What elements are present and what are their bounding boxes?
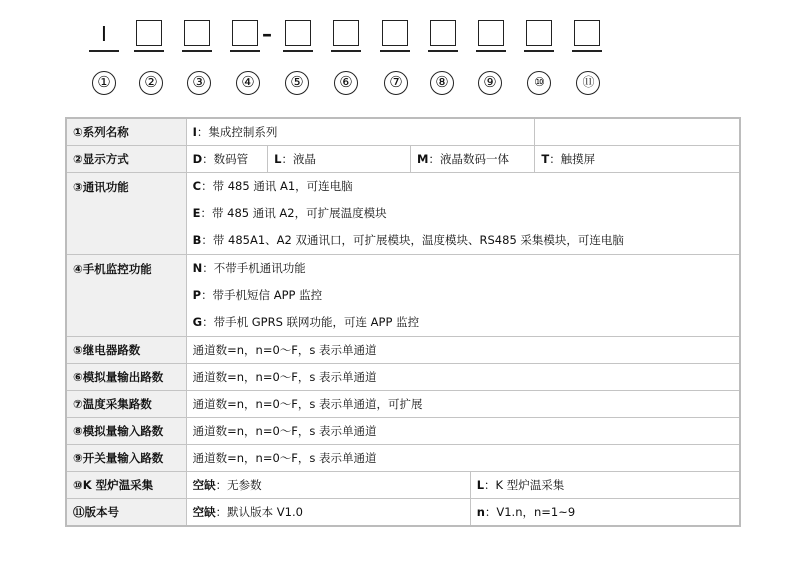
option-key: B: [192, 233, 202, 247]
option-key: 空缺: [192, 505, 216, 519]
position-number-4: ④: [236, 71, 260, 95]
display-option-t: [535, 146, 740, 173]
position-number-5: ⑤: [285, 71, 309, 95]
option-key: L: [274, 152, 282, 166]
code-slot-underline: [572, 50, 602, 52]
code-dash: –: [262, 22, 272, 46]
option-text: ：液晶数码一体: [428, 152, 509, 166]
empty-box-icon: [333, 20, 359, 46]
list-item: [193, 255, 733, 282]
empty-box-icon: [382, 20, 408, 46]
option-text: ：V1.n，n=1~9: [484, 505, 576, 519]
list-item: [193, 282, 733, 309]
code-slot-underline: [524, 50, 554, 52]
table-row: [66, 255, 740, 337]
furnace-option-l: [470, 472, 740, 499]
empty-box-icon: [285, 20, 311, 46]
list-item: [193, 309, 733, 336]
code-slot-underline: [476, 50, 506, 52]
empty-box-icon: [574, 20, 600, 46]
row-label-switch-input: ⑨开关量输入路数: [66, 445, 186, 472]
table-row: [66, 472, 740, 499]
option-key: 空缺: [192, 478, 216, 492]
spec-table: [65, 117, 741, 527]
row-label-communication: ③通讯功能: [66, 173, 186, 255]
option-key: E: [192, 206, 201, 220]
position-number-2: ②: [139, 71, 163, 95]
option-key: C: [192, 179, 202, 193]
empty-box-icon: [184, 20, 210, 46]
version-option-default: [186, 499, 470, 527]
row-label-display: ②显示方式: [66, 146, 186, 173]
position-number-9: ⑨: [478, 71, 502, 95]
option-text: ：带手机 GPRS 联网功能，可连 APP 监控: [202, 315, 420, 329]
option-key: L: [476, 478, 485, 492]
switch-input-channels: 通道数=n，n=0～F，s 表示单通道: [186, 445, 740, 472]
option-text: ：集成控制系列: [196, 125, 278, 139]
option-key: D: [192, 152, 203, 166]
table-row: [66, 146, 740, 173]
code-slot-underline: [283, 50, 313, 52]
empty-box-icon: [232, 20, 258, 46]
option-key: M: [417, 152, 429, 166]
row-label-phone-monitor: ④手机监控功能: [66, 255, 186, 337]
empty-cell: [535, 118, 740, 146]
list-item: [193, 173, 733, 200]
list-item: [193, 200, 733, 227]
option-key: T: [541, 152, 550, 166]
row-label-analog-output: ⑥模拟量输出路数: [66, 364, 186, 391]
table-row: [66, 364, 740, 391]
table-row: [66, 418, 740, 445]
option-text: ：触摸屏: [549, 152, 596, 166]
option-text: ：液晶: [281, 152, 316, 166]
table-row: [66, 499, 740, 527]
code-slot-underline: [182, 50, 212, 52]
analog-input-channels: 通道数=n，n=0～F，s 表示单通道: [186, 418, 740, 445]
display-option-l: [268, 146, 411, 173]
code-slot-1-char: I: [101, 22, 107, 46]
position-number-6: ⑥: [334, 71, 358, 95]
empty-box-icon: [478, 20, 504, 46]
table-row: [66, 173, 740, 255]
row-label-version: ⑪版本号: [66, 499, 186, 527]
empty-box-icon: [430, 20, 456, 46]
model-code-diagram: [0, 0, 806, 110]
phone-monitor-options: [186, 255, 740, 337]
code-slot-underline: [230, 50, 260, 52]
option-key: I: [192, 125, 197, 139]
code-slot-underline: [134, 50, 164, 52]
code-slot-underline: [380, 50, 410, 52]
option-text: ：带 485 通讯 A2，可扩展温度模块: [200, 206, 387, 220]
empty-box-icon: [526, 20, 552, 46]
option-text: ：带手机短信 APP 监控: [201, 288, 323, 302]
position-number-8: ⑧: [430, 71, 454, 95]
option-key: P: [192, 288, 202, 302]
code-slot-underline: [331, 50, 361, 52]
option-text: ：K 型炉温采集: [484, 478, 565, 492]
option-text: ：带 485A1、A2 双通讯口，可扩展模块，温度模块、RS485 采集模块，可连电脑: [201, 233, 624, 247]
table-row: [66, 337, 740, 364]
table-row: [66, 391, 740, 418]
code-slot-underline: [89, 50, 119, 52]
position-number-1: ①: [92, 71, 116, 95]
option-text: ：不带手机通讯功能: [202, 261, 306, 275]
series-cell: [186, 118, 535, 146]
table-row: [66, 445, 740, 472]
row-label-series: ①系列名称: [66, 118, 186, 146]
row-label-furnace-temp: ⑩K 型炉温采集: [66, 472, 186, 499]
option-text: ：数码管: [202, 152, 249, 166]
row-label-temperature: ⑦温度采集路数: [66, 391, 186, 418]
analog-output-channels: 通道数=n，n=0～F，s 表示单通道: [186, 364, 740, 391]
option-key: G: [192, 315, 203, 329]
position-number-11: ⑪: [576, 71, 600, 95]
version-option-n: [470, 499, 740, 527]
communication-options: [186, 173, 740, 255]
option-text: ：默认版本 V1.0: [215, 505, 303, 519]
relay-channels: 通道数=n，n=0～F，s 表示单通道: [186, 337, 740, 364]
row-label-relay: ⑤继电器路数: [66, 337, 186, 364]
furnace-option-none: [186, 472, 470, 499]
list-item: [193, 227, 733, 254]
position-number-3: ③: [187, 71, 211, 95]
temperature-channels: 通道数=n，n=0～F，s 表示单通道，可扩展: [186, 391, 740, 418]
empty-box-icon: [136, 20, 162, 46]
option-text: ：无参数: [215, 478, 262, 492]
display-option-d: [186, 146, 268, 173]
table-row: [66, 118, 740, 146]
position-number-10: ⑩: [527, 71, 551, 95]
display-option-m: [411, 146, 535, 173]
option-key: N: [192, 261, 203, 275]
row-label-analog-input: ⑧模拟量输入路数: [66, 418, 186, 445]
option-key: n: [476, 505, 485, 519]
option-text: ：带 485 通讯 A1，可连电脑: [201, 179, 353, 193]
position-number-7: ⑦: [384, 71, 408, 95]
code-slot-underline: [428, 50, 458, 52]
